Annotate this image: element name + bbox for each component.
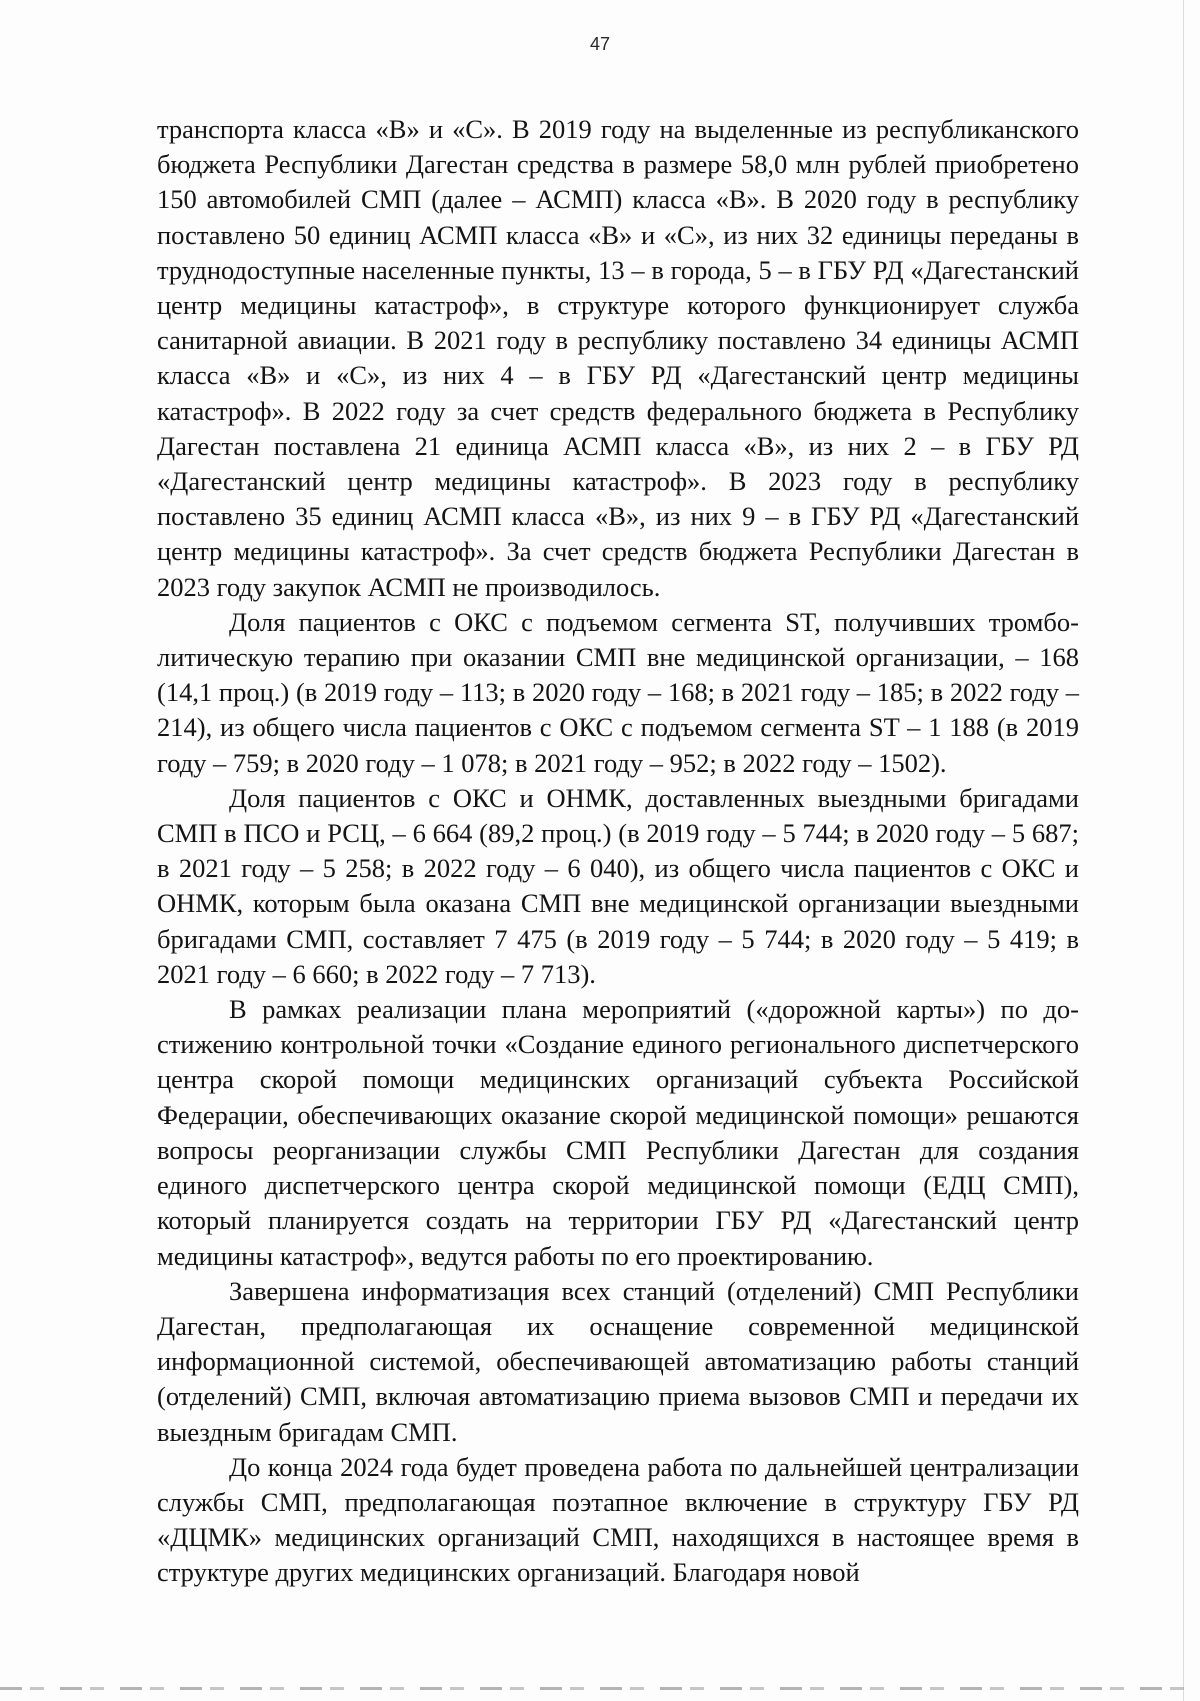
paragraph-informatization: Завершена информатизация всех станций (отделений) СМП Республики Дагестан, предполагающая их оснащение современной медицинской информационной системой, обеспечивающей автоматизацию работы станций (отделений) СМП, включая автоматизацию приема вызовов СМП и передачи их выездным бригадам СМП. [157, 1275, 1079, 1447]
document-body [157, 112, 1079, 1591]
paragraph-thrombolytic-therapy: Доля пациентов с ОКС с подъемом сегмента ST, получивших тромболитическую терапию при оказании СМП вне медицинской организации, – 168 (14,1 проц.) (в 2019 году – 113; в 2020 году – 168; в 2021 году – 185; в 2022 году – 214), из общего числа пациентов с ОКС с подъемом сегмента ST – 1 188 (в 2019 году – 759; в 2020 году – 1 078; в 2021 году – 952; в 2022 году – 1502). [157, 606, 1079, 778]
page-number: 47 [589, 34, 611, 54]
scan-edge-line [1183, 0, 1184, 1701]
paragraph-ambulance-vehicles: транспорта класса «В» и «С». В 2019 году на выделенные из республиканского бюджета Республики Дагестан средства в размере 58,0 млн рублей приобретено 150 автомобилей СМП (далее – АСМП) класса «В». В 2020 году в республику поставлено 50 единиц АСМП класса «В» и «С», из них 32 единицы переданы в труднодоступные населенные пункты, 13 – в города, 5 – в ГБУ РД «Дагестанский центр медицины катастроф», в структуре которого функционирует служба санитарной авиации. В 2021 году в республику поставлено 34 единицы АСМП класса «В» и «С», из них 4 – в ГБУ РД «Дагестанский центр медицины катастроф». В 2022 году за счет средств федерального бюджета в Республику Дагестан поставлена 21 единица АСМП класса «В», из них 2 – в ГБУ РД «Дагестанский центр медицины катастроф». В 2023 году в республику поставлено 35 единиц АСМП класса «В», из них 9 – в ГБУ РД «Дагестанский центр медицины катастроф». За счет средств бюджета Республики Дагестан в 2023 году закупок АСМП не производилось. [157, 114, 1079, 602]
scan-bottom-artifact [0, 1687, 1200, 1690]
paragraph-dispatch-center: В рамках реализации плана мероприятий («дорожной карты») по достижению контрольной точки «Создание единого регионального диспетчерского центра скорой помощи медицинских организаций субъекта Российской Федерации, обеспечивающих оказание скорой медицинской помощи» решаются вопросы реорганизации службы СМП Республики Дагестан для создания единого диспетчерского центра скорой медицинской помощи (ЕДЦ СМП), который планируется создать на территории ГБУ РД «Дагестанский центр медицины катастроф», ведутся работы по его проектированию. [157, 994, 1079, 1271]
paragraph-centralization: До конца 2024 года будет проведена работа по дальнейшей централизации службы СМП, предполагающая поэтапное включение в структуру ГБУ РД «ДЦМК» медицинских организаций СМП, находящихся в настоящее время в структуре других медицинских организаций. Благодаря новой [157, 1451, 1079, 1588]
paragraph-oks-onmk-delivery: Доля пациентов с ОКС и ОНМК, доставленных выездными бригадами СМП в ПСО и РСЦ, – 6 664 (89,2 проц.) (в 2019 году – 5 744; в 2020 году – 5 687; в 2021 году – 5 258; в 2022 году – 6 040), из общего числа пациентов с ОКС и ОНМК, которым была оказана СМП вне медицинской организации выездными бригадами СМП, составляет 7 475 (в 2019 году – 5 744; в 2020 году – 5 419; в 2021 году – 6 660; в 2022 году – 7 713). [157, 782, 1079, 989]
